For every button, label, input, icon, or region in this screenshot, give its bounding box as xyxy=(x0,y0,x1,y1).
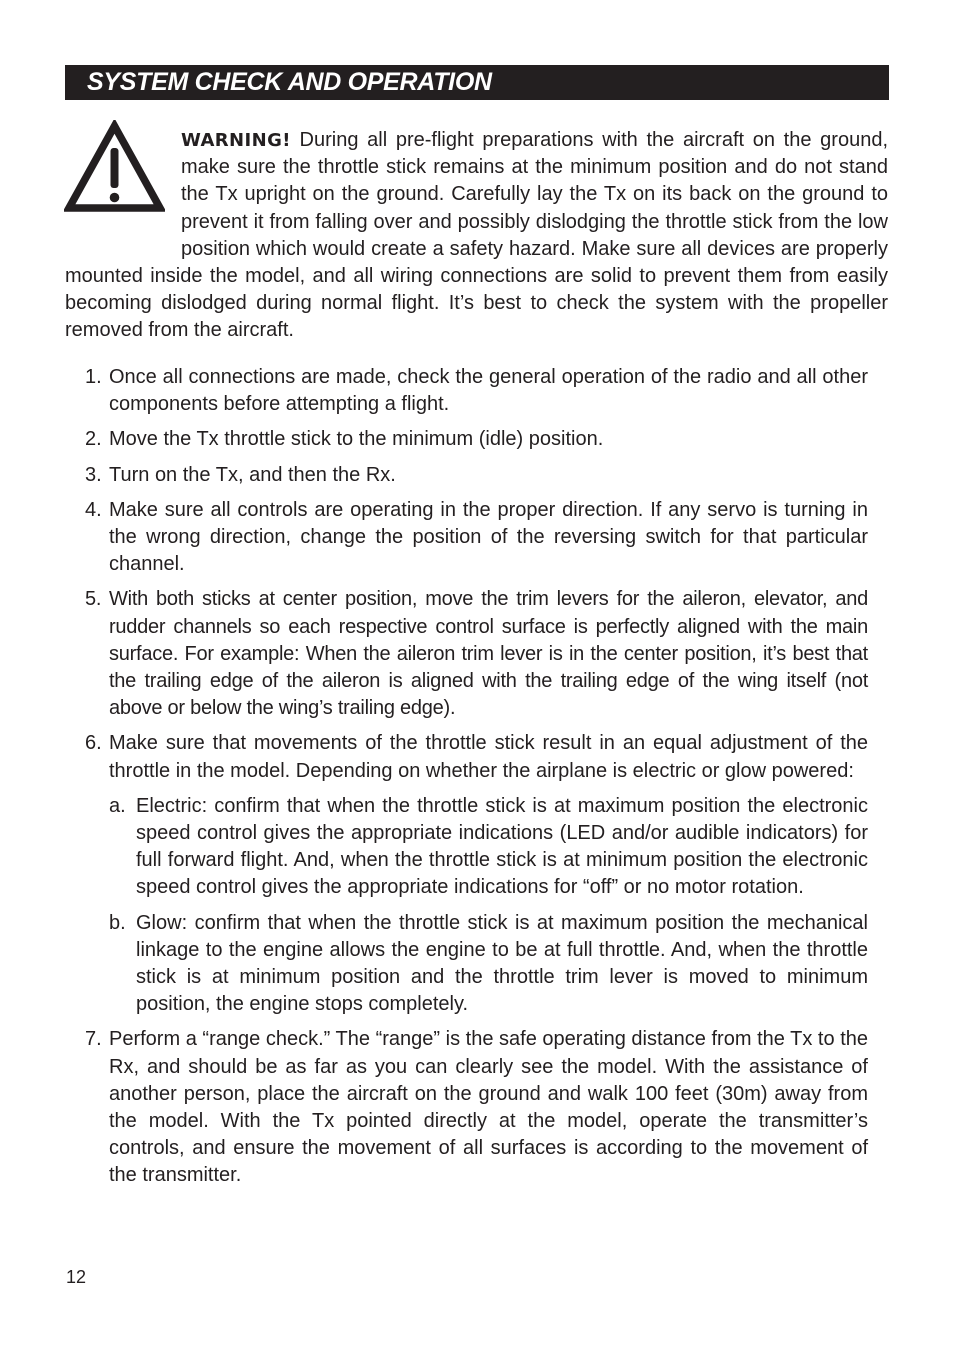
list-item xyxy=(65,426,868,453)
substep-text: Glow: confirm that when the throttle stick is at maximum position the mechanical linkage to the engine allows the engine to be at full throttle. And, when the throttle stick is at minimum position and the throttle trim lever is moved to minimum position, the engine stops completely. xyxy=(136,911,868,1016)
list-item xyxy=(65,730,868,1018)
sub-list-item xyxy=(109,793,868,902)
step-text: Once all connections are made, check the general operation of the radio and all other components before attempting a flight. xyxy=(109,366,868,416)
list-item xyxy=(65,1026,868,1189)
sub-list-item xyxy=(109,910,868,1019)
step-text: Move the Tx throttle stick to the minimum (idle) position. xyxy=(109,428,604,451)
warning-label: WARNING! xyxy=(181,130,291,151)
list-item xyxy=(65,462,868,489)
substep-letter: a. xyxy=(109,794,126,817)
warning-paragraph xyxy=(65,127,888,345)
step-text: Make sure all controls are operating in the proper direction. If any servo is turning in the wrong direction, change the position of the reversing switch for that particular channel. xyxy=(109,498,868,576)
substep-letter: b. xyxy=(109,911,126,934)
section-header xyxy=(65,65,889,100)
step-text: Make sure that movements of the throttle stick result in an equal adjustment of the throttle in the model. Depending on whether the airplane is electric or glow powered: xyxy=(109,732,868,782)
step-number: 6. xyxy=(85,732,102,755)
list-item xyxy=(65,586,868,722)
list-item xyxy=(65,364,868,418)
step-text: Turn on the Tx, and then the Rx. xyxy=(109,463,396,486)
steps-list xyxy=(65,364,868,1198)
step-number: 3. xyxy=(85,463,102,486)
step-text: With both sticks at center position, move the trim levers for the aileron, elevator, and rudder channels so each respective control surface is perfectly aligned with the main surface. For example: When the aileron trim lever is in the center position, it’s best that the trailing edge of the aileron is aligned with the trailing edge of the wing itself (not above or below the wing’s trailing edge). xyxy=(109,588,868,720)
step-number: 2. xyxy=(85,428,102,451)
warning-text: During all pre-flight preparations with the aircraft on the ground, make sure the throttle stick remains at the minimum position and do not stand the Tx upright on the ground. Carefully lay the Tx on its back on the ground to prevent it from falling over and possibly dislodging the throttle stick from the low position which would create a safety hazard. Make sure all devices are properly mounted inside the model, and all wiring connections are solid to prevent them from easily becoming dislodged during normal flight. It’s best to check the system with the propeller removed from the aircraft. xyxy=(65,129,888,342)
substeps-list xyxy=(109,793,868,1019)
section-title: SYSTEM CHECK AND OPERATION xyxy=(87,68,492,96)
substep-text: Electric: confirm that when the throttle stick is at maximum position the electronic speed control gives the appropriate indications (LED and/or audible indicators) for full forward flight. And, when the throttle stick is at minimum position the electronic speed control gives the appropriate indications for “off” or no motor rotation. xyxy=(136,794,868,899)
step-number: 5. xyxy=(85,588,102,611)
page-number: 12 xyxy=(66,1267,87,1287)
step-number: 1. xyxy=(85,366,102,388)
list-item xyxy=(65,497,868,579)
step-number: 4. xyxy=(85,498,102,521)
step-text: Perform a “range check.” The “range” is the safe operating distance from the Tx to the Rx, and should be as far as you can clearly see the model. With the assistance of another person, place the aircraft on the ground and walk 100 feet (30m) away from the model. With the Tx pointed directly at the model, operate the transmitter’s controls, and ensure the movement of all surfaces is according to the movement of the transmitter. xyxy=(109,1028,868,1187)
step-number: 7. xyxy=(85,1028,102,1051)
